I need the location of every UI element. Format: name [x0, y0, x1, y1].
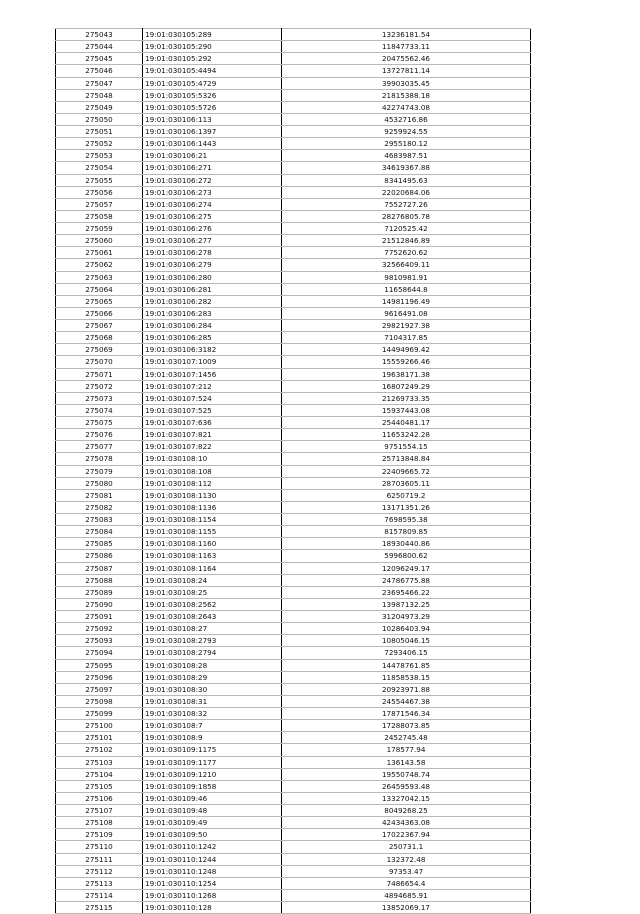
cadastral-number-cell: 19:01:030110:1244	[143, 853, 282, 865]
cadastral-number-cell: 19:01:030108:29	[143, 671, 282, 683]
value-cell: 39903035.45	[282, 77, 531, 89]
table-row	[56, 623, 531, 635]
table-row	[56, 162, 531, 174]
row-number-cell: 275066	[56, 307, 143, 319]
row-number-cell: 275093	[56, 635, 143, 647]
row-number-cell: 275103	[56, 756, 143, 768]
table-row	[56, 805, 531, 817]
row-number-cell: 275072	[56, 380, 143, 392]
row-number-cell: 275101	[56, 732, 143, 744]
table-row	[56, 210, 531, 222]
row-number-cell: 275113	[56, 877, 143, 889]
table-row	[56, 271, 531, 283]
cadastral-number-cell: 19:01:030108:1164	[143, 562, 282, 574]
cadastral-number-cell: 19:01:030107:822	[143, 441, 282, 453]
table-row	[56, 514, 531, 526]
value-cell: 9259924.55	[282, 126, 531, 138]
row-number-cell: 275077	[56, 441, 143, 453]
row-number-cell: 275081	[56, 489, 143, 501]
cadastral-number-cell: 19:01:030108:1154	[143, 514, 282, 526]
row-number-cell: 275064	[56, 283, 143, 295]
table-row	[56, 429, 531, 441]
row-number-cell: 275079	[56, 465, 143, 477]
table-row	[56, 611, 531, 623]
value-cell: 19638171.38	[282, 368, 531, 380]
cadastral-number-cell: 19:01:030110:1242	[143, 841, 282, 853]
row-number-cell: 275107	[56, 805, 143, 817]
row-number-cell: 275059	[56, 223, 143, 235]
table-row	[56, 708, 531, 720]
value-cell: 13852069.17	[282, 902, 531, 914]
table-row	[56, 283, 531, 295]
row-number-cell: 275102	[56, 744, 143, 756]
table-row	[56, 817, 531, 829]
row-number-cell: 275088	[56, 574, 143, 586]
row-number-cell: 275097	[56, 683, 143, 695]
cadastral-number-cell: 19:01:030108:2643	[143, 611, 282, 623]
value-cell: 22409665.72	[282, 465, 531, 477]
row-number-cell: 275098	[56, 695, 143, 707]
table-row	[56, 902, 531, 914]
value-cell: 7552727.26	[282, 198, 531, 210]
table-row	[56, 247, 531, 259]
row-number-cell: 275085	[56, 538, 143, 550]
table-row	[56, 453, 531, 465]
row-number-cell: 275108	[56, 817, 143, 829]
cadastral-number-cell: 19:01:030109:46	[143, 792, 282, 804]
value-cell: 31204973.29	[282, 611, 531, 623]
cadastral-number-cell: 19:01:030106:279	[143, 259, 282, 271]
table-row	[56, 695, 531, 707]
row-number-cell: 275114	[56, 889, 143, 901]
cadastral-number-cell: 19:01:030108:2793	[143, 635, 282, 647]
cadastral-number-cell: 19:01:030108:30	[143, 683, 282, 695]
table-row	[56, 113, 531, 125]
row-number-cell: 275043	[56, 29, 143, 41]
cadastral-number-cell: 19:01:030108:31	[143, 695, 282, 707]
cadastral-number-cell: 19:01:030106:273	[143, 186, 282, 198]
value-cell: 2955180.12	[282, 138, 531, 150]
value-cell: 16807249.29	[282, 380, 531, 392]
table-row	[56, 829, 531, 841]
value-cell: 15559266.46	[282, 356, 531, 368]
value-cell: 97353.47	[282, 865, 531, 877]
table-row	[56, 404, 531, 416]
table-row	[56, 720, 531, 732]
table-row	[56, 307, 531, 319]
value-cell: 21512846.89	[282, 235, 531, 247]
value-cell: 42274743.08	[282, 101, 531, 113]
value-cell: 11658644.8	[282, 283, 531, 295]
row-number-cell: 275110	[56, 841, 143, 853]
row-number-cell: 275078	[56, 453, 143, 465]
cadastral-number-cell: 19:01:030106:284	[143, 320, 282, 332]
row-number-cell: 275062	[56, 259, 143, 271]
value-cell: 14478761.85	[282, 659, 531, 671]
table-row	[56, 550, 531, 562]
value-cell: 4894685.91	[282, 889, 531, 901]
row-number-cell: 275046	[56, 65, 143, 77]
value-cell: 34619367.88	[282, 162, 531, 174]
cadastral-number-cell: 19:01:030106:275	[143, 210, 282, 222]
table-row	[56, 477, 531, 489]
value-cell: 13327042.15	[282, 792, 531, 804]
row-number-cell: 275050	[56, 113, 143, 125]
row-number-cell: 275052	[56, 138, 143, 150]
table-row	[56, 841, 531, 853]
value-cell: 7486654.4	[282, 877, 531, 889]
cadastral-number-cell: 19:01:030108:108	[143, 465, 282, 477]
cadastral-number-cell: 19:01:030108:2794	[143, 647, 282, 659]
cadastral-number-cell: 19:01:030110:1248	[143, 865, 282, 877]
table-row	[56, 101, 531, 113]
table-row	[56, 877, 531, 889]
cadastral-number-cell: 19:01:030108:28	[143, 659, 282, 671]
value-cell: 24786775.88	[282, 574, 531, 586]
table-row	[56, 562, 531, 574]
table-row	[56, 526, 531, 538]
row-number-cell: 275055	[56, 174, 143, 186]
cadastral-number-cell: 19:01:030105:290	[143, 41, 282, 53]
value-cell: 8157809.85	[282, 526, 531, 538]
table-row	[56, 768, 531, 780]
row-number-cell: 275082	[56, 501, 143, 513]
table-row	[56, 174, 531, 186]
table-row	[56, 465, 531, 477]
value-cell: 18930440.86	[282, 538, 531, 550]
value-cell: 7752620.62	[282, 247, 531, 259]
table-row	[56, 756, 531, 768]
value-cell: 13727811.14	[282, 65, 531, 77]
row-number-cell: 275075	[56, 417, 143, 429]
row-number-cell: 275065	[56, 295, 143, 307]
value-cell: 17288073.85	[282, 720, 531, 732]
value-cell: 21269733.35	[282, 392, 531, 404]
table-row	[56, 65, 531, 77]
cadastral-number-cell: 19:01:030108:1136	[143, 501, 282, 513]
cadastral-number-cell: 19:01:030108:10	[143, 453, 282, 465]
value-cell: 24554467.38	[282, 695, 531, 707]
value-cell: 11653242.28	[282, 429, 531, 441]
cadastral-number-cell: 19:01:030106:21	[143, 150, 282, 162]
cadastral-value-table	[55, 28, 531, 914]
table-row	[56, 259, 531, 271]
value-cell: 17022367.94	[282, 829, 531, 841]
value-cell: 13171351.26	[282, 501, 531, 513]
value-cell: 136143.58	[282, 756, 531, 768]
value-cell: 13987132.25	[282, 598, 531, 610]
cadastral-number-cell: 19:01:030106:281	[143, 283, 282, 295]
table-row	[56, 53, 531, 65]
cadastral-number-cell: 19:01:030108:1163	[143, 550, 282, 562]
row-number-cell: 275100	[56, 720, 143, 732]
value-cell: 19550748.74	[282, 768, 531, 780]
row-number-cell: 275074	[56, 404, 143, 416]
table-row	[56, 489, 531, 501]
table-row	[56, 853, 531, 865]
cadastral-number-cell: 19:01:030109:1858	[143, 780, 282, 792]
cadastral-number-cell: 19:01:030108:112	[143, 477, 282, 489]
row-number-cell: 275073	[56, 392, 143, 404]
table-row	[56, 647, 531, 659]
cadastral-number-cell: 19:01:030109:1210	[143, 768, 282, 780]
cadastral-number-cell: 19:01:030107:212	[143, 380, 282, 392]
row-number-cell: 275080	[56, 477, 143, 489]
row-number-cell: 275109	[56, 829, 143, 841]
value-cell: 22020684.06	[282, 186, 531, 198]
table-row	[56, 295, 531, 307]
value-cell: 7698595.38	[282, 514, 531, 526]
value-cell: 4683987.51	[282, 150, 531, 162]
value-cell: 13236181.54	[282, 29, 531, 41]
table-row	[56, 392, 531, 404]
cadastral-number-cell: 19:01:030107:1009	[143, 356, 282, 368]
value-cell: 2452745.48	[282, 732, 531, 744]
cadastral-number-cell: 19:01:030106:280	[143, 271, 282, 283]
row-number-cell: 275106	[56, 792, 143, 804]
value-cell: 29821927.38	[282, 320, 531, 332]
table-row	[56, 659, 531, 671]
cadastral-number-cell: 19:01:030106:272	[143, 174, 282, 186]
cadastral-number-cell: 19:01:030105:5726	[143, 101, 282, 113]
row-number-cell: 275112	[56, 865, 143, 877]
row-number-cell: 275104	[56, 768, 143, 780]
value-cell: 28276805.78	[282, 210, 531, 222]
value-cell: 10805046.15	[282, 635, 531, 647]
value-cell: 9616491.08	[282, 307, 531, 319]
table-row	[56, 138, 531, 150]
value-cell: 7104317.85	[282, 332, 531, 344]
value-cell: 14981196.49	[282, 295, 531, 307]
table-row	[56, 598, 531, 610]
row-number-cell: 275044	[56, 41, 143, 53]
cadastral-number-cell: 19:01:030106:277	[143, 235, 282, 247]
cadastral-number-cell: 19:01:030110:1254	[143, 877, 282, 889]
value-cell: 11847733.11	[282, 41, 531, 53]
table-row	[56, 235, 531, 247]
table-row	[56, 683, 531, 695]
cadastral-number-cell: 19:01:030106:278	[143, 247, 282, 259]
cadastral-number-cell: 19:01:030109:49	[143, 817, 282, 829]
value-cell: 8341495.63	[282, 174, 531, 186]
cadastral-number-cell: 19:01:030106:282	[143, 295, 282, 307]
table-row	[56, 126, 531, 138]
cadastral-number-cell: 19:01:030105:292	[143, 53, 282, 65]
cadastral-number-cell: 19:01:030107:1456	[143, 368, 282, 380]
cadastral-number-cell: 19:01:030108:7	[143, 720, 282, 732]
cadastral-number-cell: 19:01:030107:821	[143, 429, 282, 441]
cadastral-number-cell: 19:01:030109:1177	[143, 756, 282, 768]
table-row	[56, 320, 531, 332]
cadastral-number-cell: 19:01:030109:1175	[143, 744, 282, 756]
value-cell: 25440481.17	[282, 417, 531, 429]
row-number-cell: 275048	[56, 89, 143, 101]
cadastral-number-cell: 19:01:030108:24	[143, 574, 282, 586]
cadastral-number-cell: 19:01:030106:285	[143, 332, 282, 344]
value-cell: 250731.1	[282, 841, 531, 853]
table-row	[56, 198, 531, 210]
value-cell: 14494969.42	[282, 344, 531, 356]
value-cell: 4532716.86	[282, 113, 531, 125]
row-number-cell: 275061	[56, 247, 143, 259]
value-cell: 42434363.08	[282, 817, 531, 829]
cadastral-number-cell: 19:01:030105:289	[143, 29, 282, 41]
cadastral-number-cell: 19:01:030105:5326	[143, 89, 282, 101]
value-cell: 20923971.88	[282, 683, 531, 695]
value-cell: 28703605.11	[282, 477, 531, 489]
row-number-cell: 275083	[56, 514, 143, 526]
row-number-cell: 275063	[56, 271, 143, 283]
cadastral-number-cell: 19:01:030106:274	[143, 198, 282, 210]
value-cell: 12096249.17	[282, 562, 531, 574]
row-number-cell: 275111	[56, 853, 143, 865]
row-number-cell: 275094	[56, 647, 143, 659]
value-cell: 9810981.91	[282, 271, 531, 283]
table-row	[56, 332, 531, 344]
table-row	[56, 889, 531, 901]
row-number-cell: 275089	[56, 586, 143, 598]
value-cell: 21815388.18	[282, 89, 531, 101]
table-row	[56, 380, 531, 392]
row-number-cell: 275049	[56, 101, 143, 113]
row-number-cell: 275067	[56, 320, 143, 332]
table-row	[56, 344, 531, 356]
row-number-cell: 275060	[56, 235, 143, 247]
cadastral-number-cell: 19:01:030107:636	[143, 417, 282, 429]
table-row	[56, 586, 531, 598]
table-row	[56, 792, 531, 804]
table-row	[56, 732, 531, 744]
table-row	[56, 356, 531, 368]
table-row	[56, 368, 531, 380]
row-number-cell: 275056	[56, 186, 143, 198]
value-cell: 7293406.15	[282, 647, 531, 659]
value-cell: 5996800.62	[282, 550, 531, 562]
cadastral-number-cell: 19:01:030105:4729	[143, 77, 282, 89]
cadastral-number-cell: 19:01:030107:525	[143, 404, 282, 416]
table-row	[56, 29, 531, 41]
row-number-cell: 275090	[56, 598, 143, 610]
cadastral-number-cell: 19:01:030108:1160	[143, 538, 282, 550]
value-cell: 178577.94	[282, 744, 531, 756]
table-row	[56, 417, 531, 429]
value-cell: 23695466.22	[282, 586, 531, 598]
value-cell: 7120525.42	[282, 223, 531, 235]
table-row	[56, 780, 531, 792]
table-row	[56, 501, 531, 513]
row-number-cell: 275084	[56, 526, 143, 538]
cadastral-number-cell: 19:01:030108:2562	[143, 598, 282, 610]
value-cell: 25713848.84	[282, 453, 531, 465]
value-cell: 20475562.46	[282, 53, 531, 65]
row-number-cell: 275057	[56, 198, 143, 210]
row-number-cell: 275071	[56, 368, 143, 380]
cadastral-number-cell: 19:01:030108:25	[143, 586, 282, 598]
table-row	[56, 635, 531, 647]
table-row	[56, 41, 531, 53]
row-number-cell: 275076	[56, 429, 143, 441]
table-row	[56, 865, 531, 877]
table-row	[56, 538, 531, 550]
row-number-cell: 275068	[56, 332, 143, 344]
row-number-cell: 275086	[56, 550, 143, 562]
cadastral-number-cell: 19:01:030108:27	[143, 623, 282, 635]
row-number-cell: 275070	[56, 356, 143, 368]
row-number-cell: 275087	[56, 562, 143, 574]
value-cell: 15937443.08	[282, 404, 531, 416]
cadastral-number-cell: 19:01:030107:524	[143, 392, 282, 404]
value-cell: 11858538.15	[282, 671, 531, 683]
cadastral-number-cell: 19:01:030109:48	[143, 805, 282, 817]
table-row	[56, 89, 531, 101]
cadastral-number-cell: 19:01:030108:1155	[143, 526, 282, 538]
value-cell: 132372.48	[282, 853, 531, 865]
row-number-cell: 275092	[56, 623, 143, 635]
table-row	[56, 77, 531, 89]
value-cell: 9751554.15	[282, 441, 531, 453]
row-number-cell: 275115	[56, 902, 143, 914]
row-number-cell: 275095	[56, 659, 143, 671]
table-row	[56, 441, 531, 453]
table-row	[56, 223, 531, 235]
row-number-cell: 275047	[56, 77, 143, 89]
row-number-cell: 275053	[56, 150, 143, 162]
cadastral-number-cell: 19:01:030106:276	[143, 223, 282, 235]
row-number-cell: 275096	[56, 671, 143, 683]
value-cell: 26459593.48	[282, 780, 531, 792]
row-number-cell: 275099	[56, 708, 143, 720]
cadastral-number-cell: 19:01:030110:1268	[143, 889, 282, 901]
table-body	[56, 29, 531, 914]
value-cell: 10286403.94	[282, 623, 531, 635]
cadastral-number-cell: 19:01:030106:3182	[143, 344, 282, 356]
table-row	[56, 744, 531, 756]
row-number-cell: 275045	[56, 53, 143, 65]
row-number-cell: 275105	[56, 780, 143, 792]
value-cell: 6250719.2	[282, 489, 531, 501]
cadastral-number-cell: 19:01:030108:32	[143, 708, 282, 720]
row-number-cell: 275058	[56, 210, 143, 222]
table-row	[56, 150, 531, 162]
table-row	[56, 186, 531, 198]
row-number-cell: 275069	[56, 344, 143, 356]
cadastral-number-cell: 19:01:030106:113	[143, 113, 282, 125]
cadastral-number-cell: 19:01:030108:1130	[143, 489, 282, 501]
row-number-cell: 275054	[56, 162, 143, 174]
cadastral-number-cell: 19:01:030106:271	[143, 162, 282, 174]
value-cell: 32566409.11	[282, 259, 531, 271]
cadastral-number-cell: 19:01:030109:50	[143, 829, 282, 841]
row-number-cell: 275051	[56, 126, 143, 138]
cadastral-number-cell: 19:01:030110:128	[143, 902, 282, 914]
cadastral-number-cell: 19:01:030108:9	[143, 732, 282, 744]
table-row	[56, 574, 531, 586]
cadastral-number-cell: 19:01:030105:4494	[143, 65, 282, 77]
value-cell: 8049268.25	[282, 805, 531, 817]
value-cell: 17871546.34	[282, 708, 531, 720]
cadastral-number-cell: 19:01:030106:1397	[143, 126, 282, 138]
table-row	[56, 671, 531, 683]
cadastral-number-cell: 19:01:030106:1443	[143, 138, 282, 150]
row-number-cell: 275091	[56, 611, 143, 623]
cadastral-number-cell: 19:01:030106:283	[143, 307, 282, 319]
